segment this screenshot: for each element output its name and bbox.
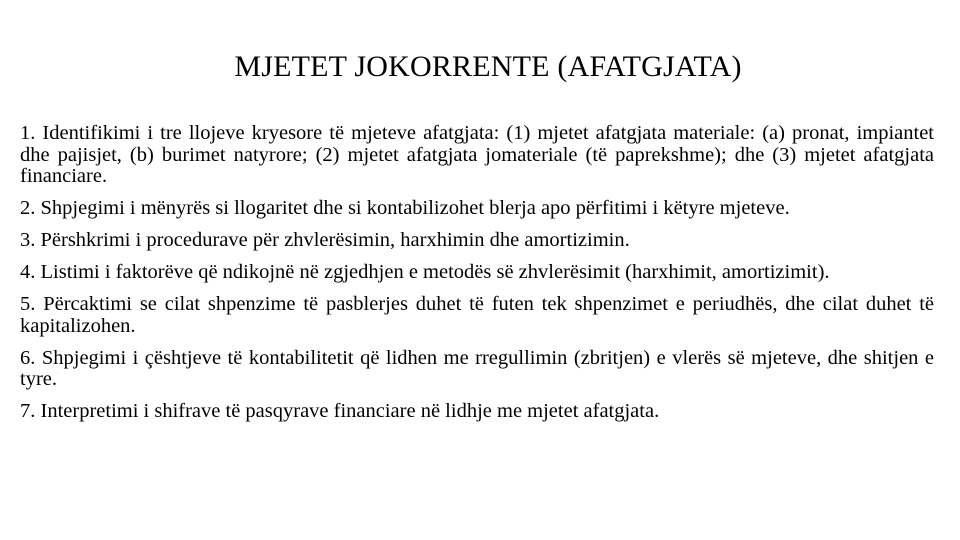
list-item-4: 4. Listimi i faktorëve që ndikojnë në zgjedhjen e metodës së zhvlerësimit (harxhimit, amortizimit).: [20, 261, 830, 283]
list-item-3: 3. Përshkrimi i procedurave për zhvlerësimin, harxhimin dhe amortizimin.: [20, 229, 630, 251]
list-item-7: 7. Interpretimi i shifrave të pasqyrave financiare në lidhje me mjetet afatgjata.: [20, 400, 660, 422]
objectives-list: [20, 123, 934, 433]
list-item-6: 6. Shpjegimi i çështjeve të kontabilitetit që lidhen me rregullimin (zbritjen) e vlerës së mjeteve, dhe shitjen e tyre.: [20, 346, 934, 390]
list-item-2: 2. Shpjegimi i mënyrës si llogaritet dhe si kontabilizohet blerja apo përfitimi i këtyre mjeteve.: [20, 197, 790, 219]
list-item-5: 5. Përcaktimi se cilat shpenzime të pasblerjes duhet të futen tek shpenzimet e periudhës, dhe cilat duhet të kapitalizohen.: [20, 293, 934, 337]
list-item-1: 1. Identifikimi i tre llojeve kryesore të mjeteve afatgjata: (1) mjetet afatgjata materiale: (a) pronat, impiantet dhe pajisjet, (b) burimet natyrore; (2) mjetet afatgjata jomateriale (të paprekshme); dhe (3) mjetet afatgjata financiare.: [20, 122, 934, 187]
slide-title: MJETET JOKORRENTE (AFATGJATA): [234, 50, 742, 83]
